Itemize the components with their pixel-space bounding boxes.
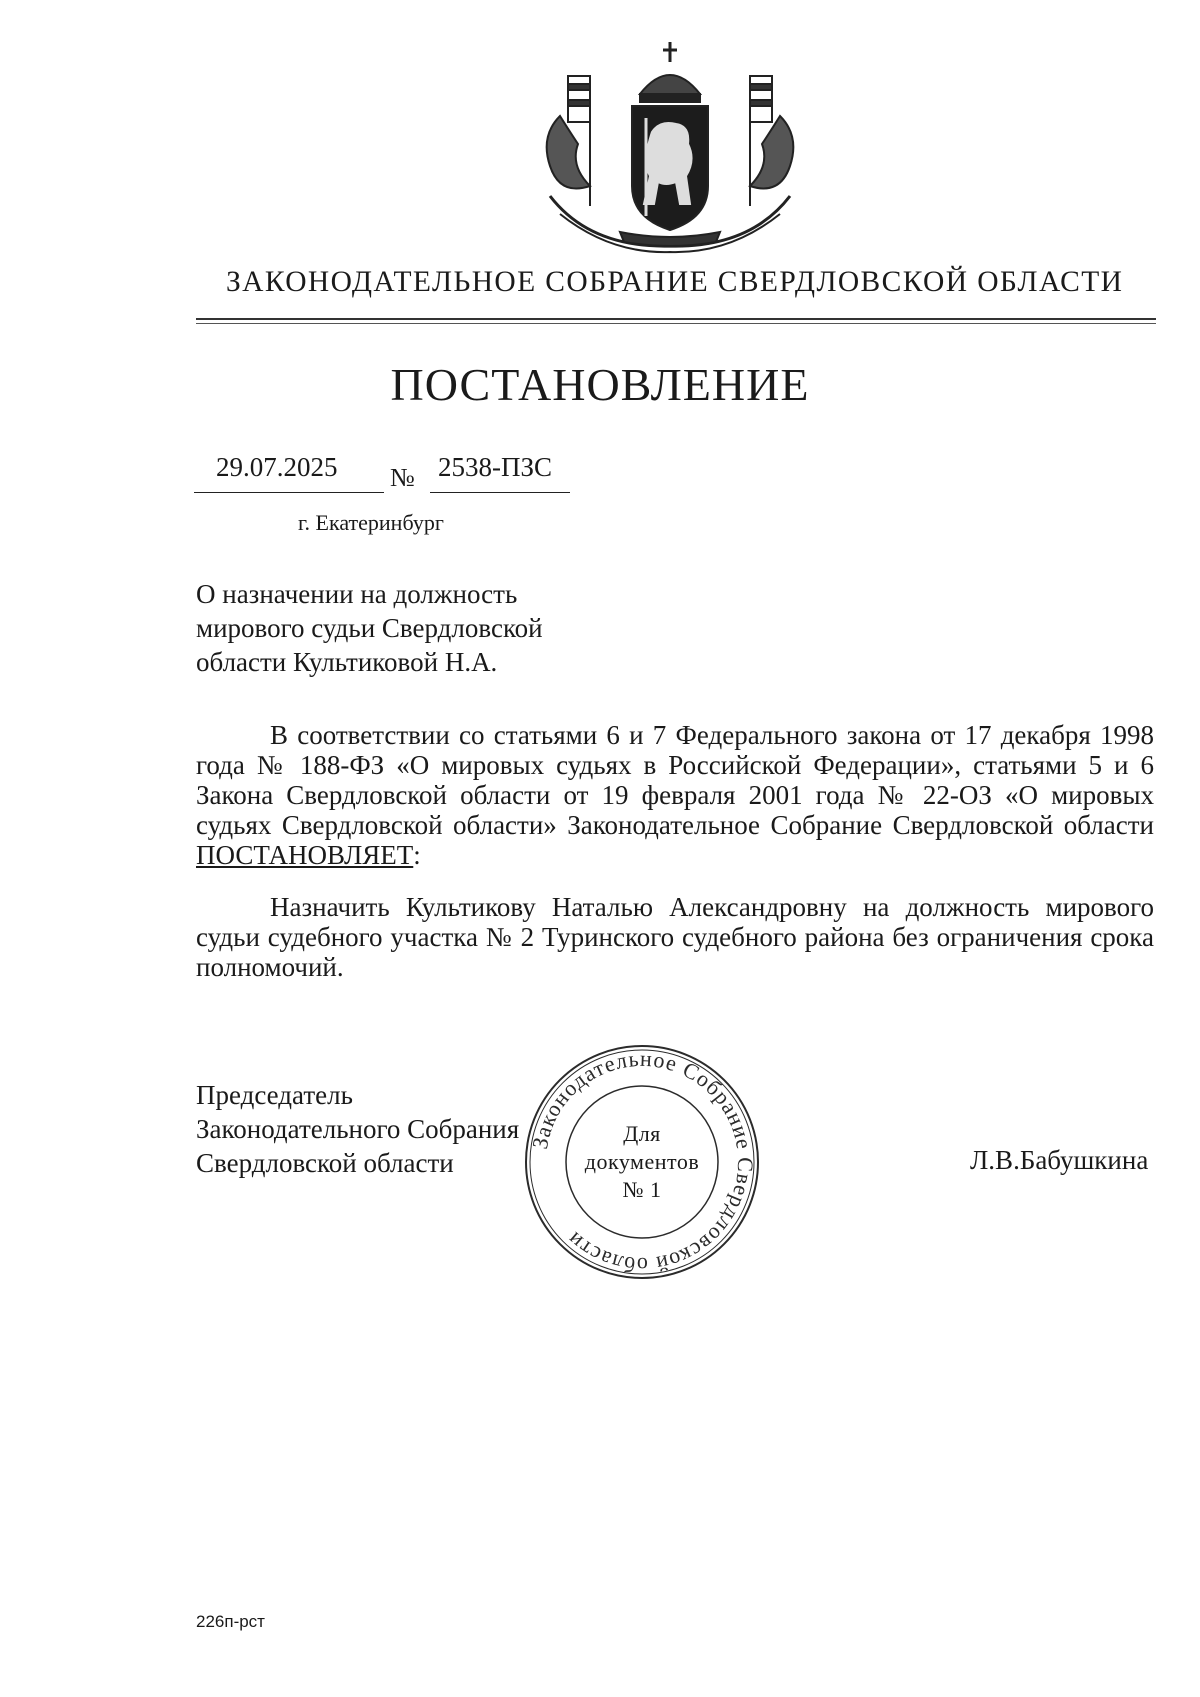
seal-center-line: № 1 [622,1177,662,1202]
resolves-keyword: ПОСТАНОВЛЯЕТ [196,840,414,870]
subject-line: области Культиковой Н.А. [196,647,498,677]
signatory-line: Законодательного Собрания [196,1114,520,1144]
preamble-paragraph [196,720,1154,870]
seal-center-line: Для [623,1121,661,1146]
signatory-line: Свердловской области [196,1148,454,1178]
seal-center-line: документов [584,1149,700,1174]
signatory-position [196,1078,519,1180]
date-underline [194,492,384,493]
signatory-name: Л.В.Бабушкина [970,1145,1149,1175]
header-divider [196,318,1156,320]
coat-of-arms-emblem [530,36,810,254]
number-underline [430,492,570,493]
subject-line: О назначении на должность [196,579,518,609]
signatory-line: Председатель [196,1080,353,1110]
organization-name-text: ЗАКОНОДАТЕЛЬНОЕ СОБРАНИЕ СВЕРДЛОВСКОЙ ОБЛАСТИ [226,266,1124,298]
subject-line: мирового судьи Свердловской [196,613,543,643]
city: г. Екатеринбург [298,510,444,535]
number-sign: № [390,463,415,492]
seal-center [522,1042,762,1282]
document-number: 2538-ПЗС [438,452,553,482]
header-divider-thin [196,323,1156,324]
preamble-text: В соответствии со статьями 6 и 7 Федерального закона от 17 декабря 1998 года № 188-ФЗ «О мировых судьях в Российской Федерации», статьями 5 и 6 Закона Свердловской области от 19 февраля 2001 года № 22-ОЗ «О мировых судьях Свердловской области» Законодательное Собрание Свердловской области [196,720,1154,840]
seal-ring-text: Законодательное Собрание Свердловской области [526,1045,759,1279]
footer-code: 226п-рст [196,1612,265,1631]
document-title: ПОСТАНОВЛЕНИЕ [390,359,810,410]
decision-text: Назначить Культикову Наталью Александровну на должность мирового судьи судебного участка № 2 Туринского судебного района без ограничения срока полномочий. [196,892,1154,982]
preamble-end: : [413,840,421,870]
document-date: 29.07.2025 [216,452,338,482]
decision-paragraph [196,892,1154,982]
document-subject [196,577,543,679]
